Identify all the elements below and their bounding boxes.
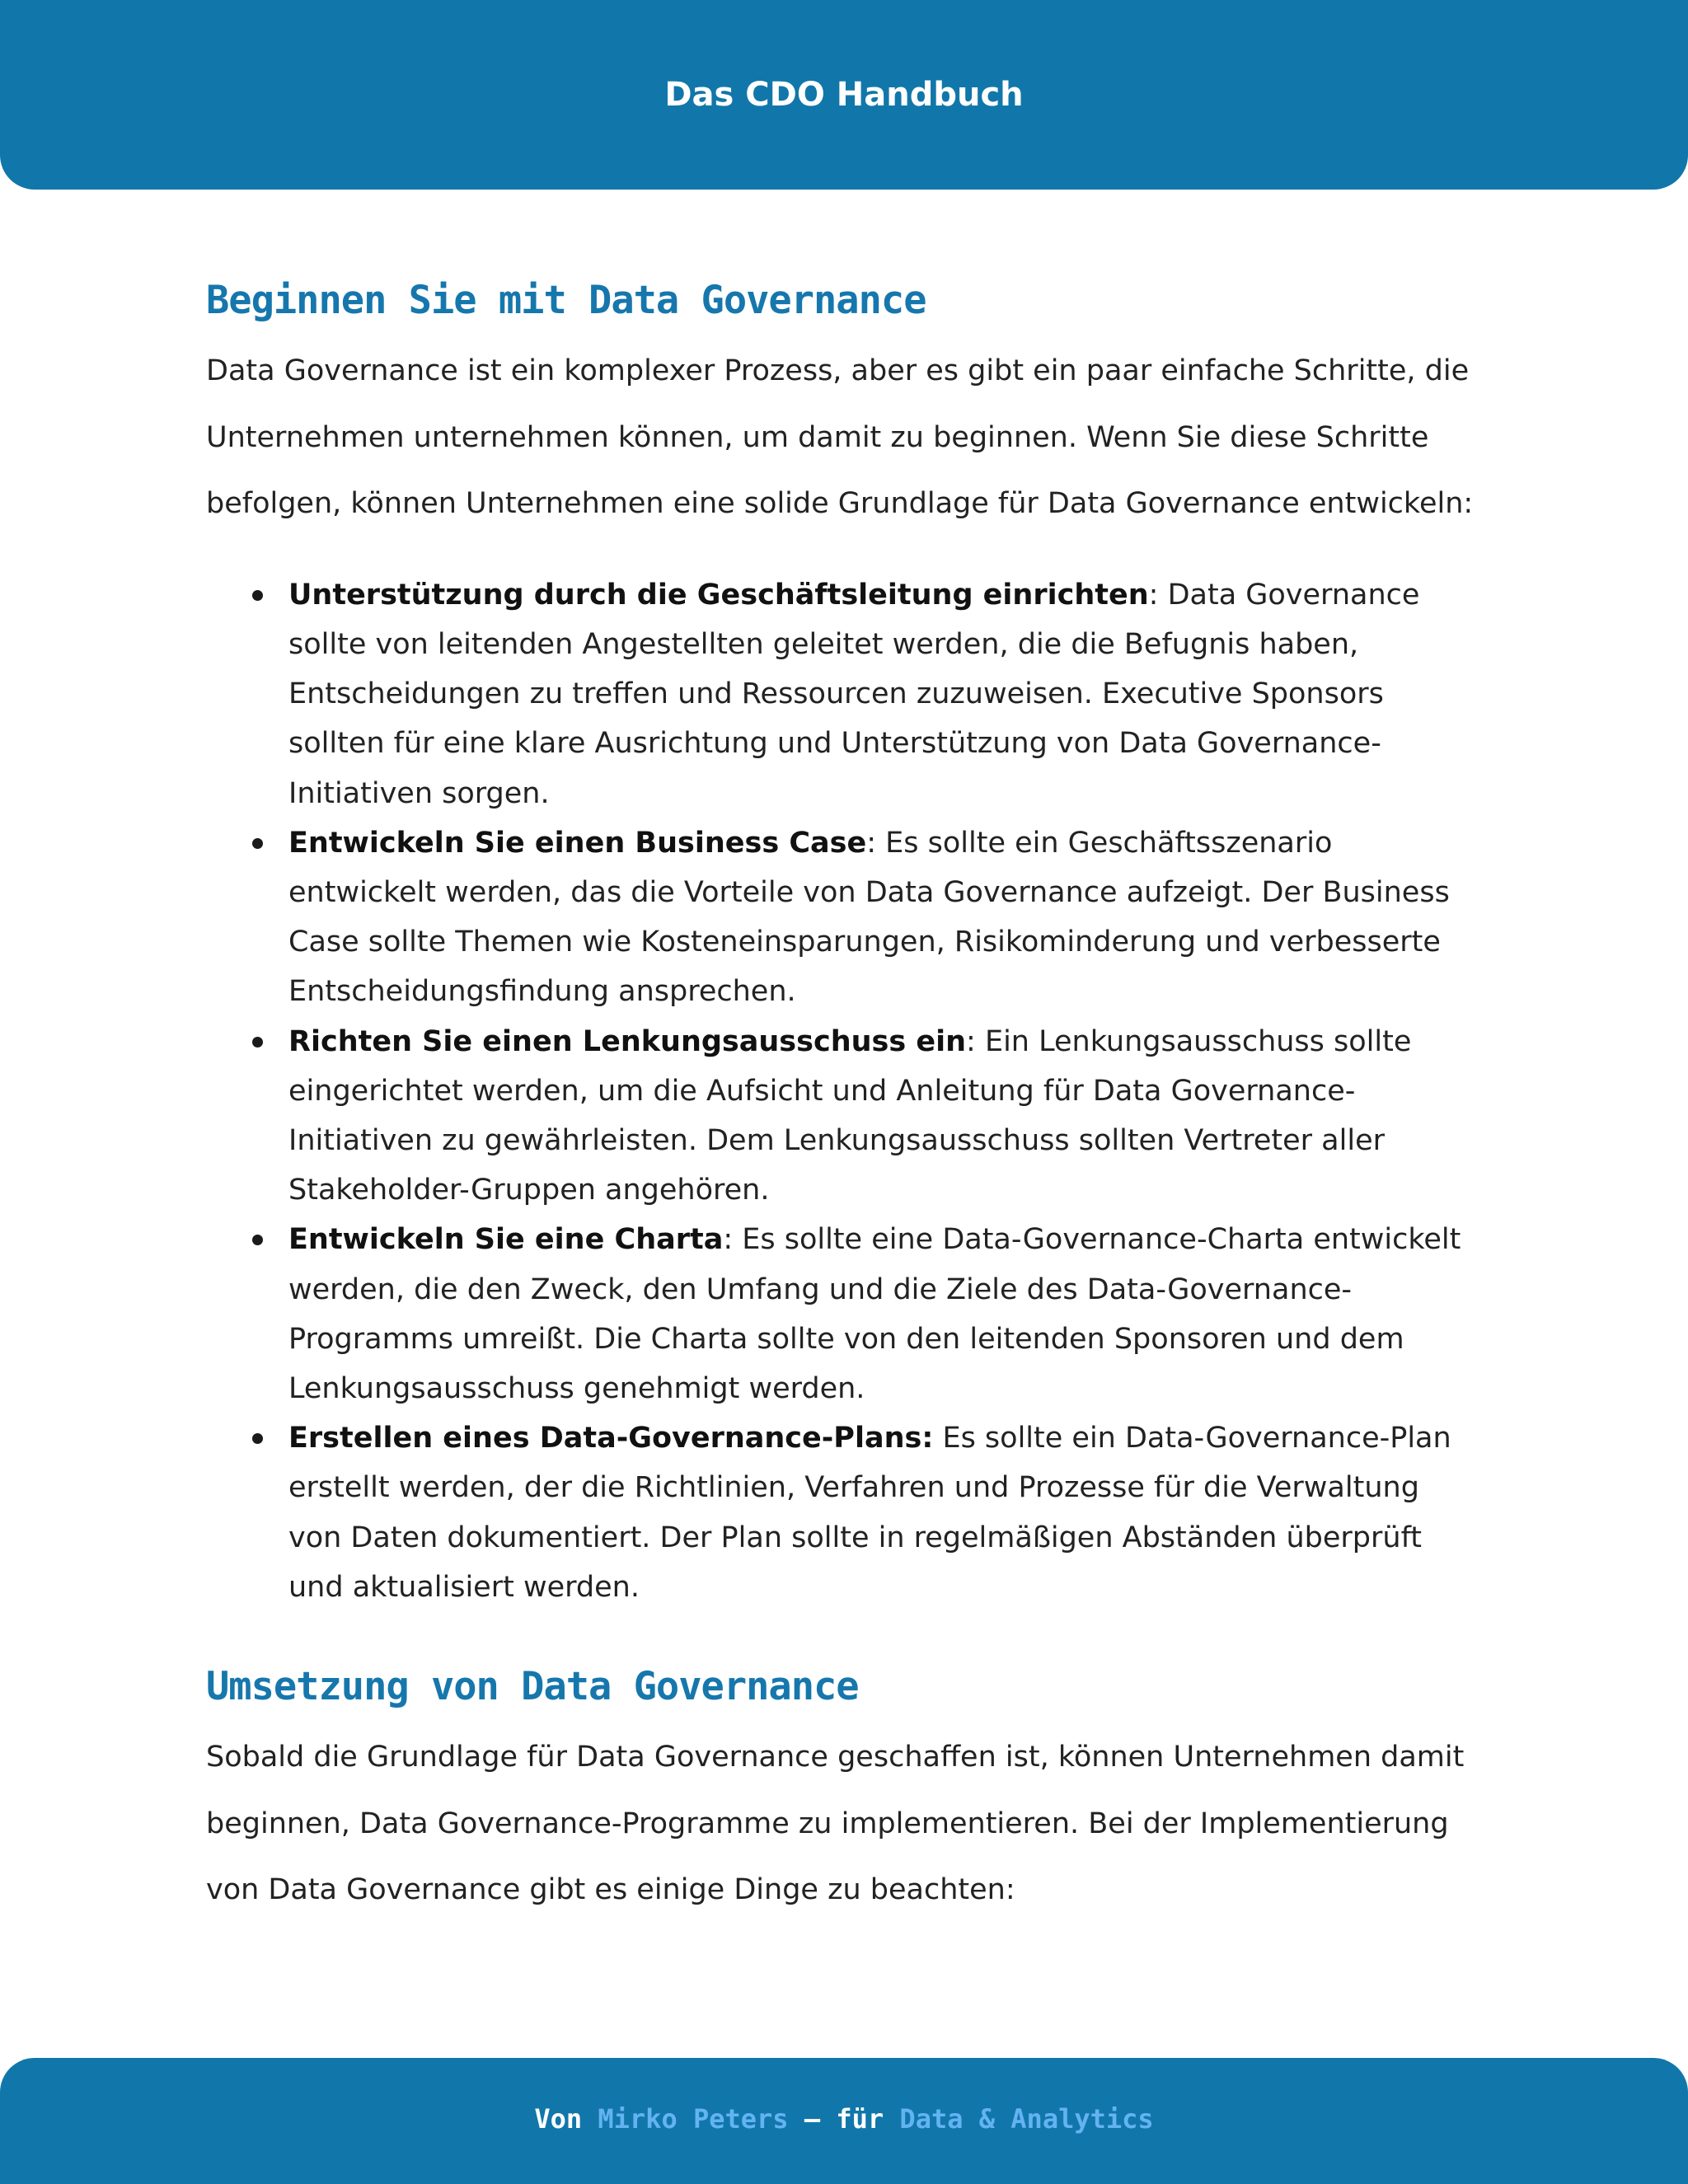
list-item-title: Unterstützung durch die Geschäftsleitung einrichten (288, 578, 1149, 612)
list-item-title: Entwickeln Sie eine Charta (288, 1223, 724, 1257)
bullet-icon (252, 838, 263, 849)
site-link[interactable]: Data & Analytics (899, 2103, 1154, 2135)
bullet-icon (252, 1433, 263, 1444)
list-item (288, 1413, 1475, 1612)
footer-credit (0, 2099, 1688, 2139)
list-item-title: Erstellen eines Data-Governance-Plans: (288, 1422, 934, 1455)
bullet-icon (252, 1235, 263, 1245)
list-item-text: : Data Governance sollte von leitenden Angestellten geleitet werden, die die Befugnis haben, Entscheidungen zu treffen und Ressourcen zuzuweisen. Executive Sponsors sollten für eine klare Ausrichtung und Unterstützung von Data Governance-Initiativen sorgen. (288, 578, 1420, 810)
page-header (0, 0, 1688, 190)
section-paragraph-implementation: Sobald die Grundlage für Data Governance geschaffen ist, können Unternehmen damit beginnen, Data Governance-Programme zu implementieren. Bei der Implementierung von Data Governance gibt es einige Dinge zu beachten: (206, 1741, 1465, 1907)
bullet-icon (252, 1037, 263, 1047)
section-paragraph-begin: Data Governance ist ein komplexer Prozess, aber es gibt ein paar einfache Schritte, die Unternehmen unternehmen können, um damit zu beginnen. Wenn Sie diese Schritte befolgen, können Unternehmen eine solide Grundlage für Data Governance entwickeln: (206, 354, 1474, 521)
list-item-text: : Es sollte ein Geschäftsszenario entwickelt werden, das die Vorteile von Data Governance aufzeigt. Der Business Case sollte Themen wie Kosteneinsparungen, Risikominderung und verbesserte Entscheidungsfindung ansprechen. (288, 826, 1450, 1009)
list-item-title: Entwickeln Sie einen Business Case (288, 826, 867, 860)
list-item (288, 570, 1475, 818)
section-heading-begin: Beginnen Sie mit Data Governance (206, 278, 926, 323)
main-content (206, 264, 1475, 1924)
section-heading-implementation: Umsetzung von Data Governance (206, 1664, 859, 1710)
list-item (288, 1017, 1475, 1216)
header-title: Das CDO Handbuch (664, 76, 1024, 114)
author-link[interactable]: Mirko Peters (598, 2103, 789, 2135)
list-item-text: Es sollte ein Data-Governance-Plan erstellt werden, der die Richtlinien, Verfahren und Prozesse für die Verwaltung von Daten dokumentiert. Der Plan sollte in regelmäßigen Abständen überprüft und aktualisiert werden. (288, 1422, 1451, 1604)
list-item-title: Richten Sie einen Lenkungsausschuss ein (288, 1024, 967, 1058)
list-item (288, 1215, 1475, 1413)
governance-steps-list (206, 570, 1475, 1612)
footer-middle: – für (788, 2103, 900, 2135)
bullet-icon (252, 590, 263, 601)
list-item (288, 818, 1475, 1017)
list-item-text: : Es sollte eine Data-Governance-Charta entwickelt werden, die den Zweck, den Umfang und die Ziele des Data-Governance-Programms umreißt. Die Charta sollte von den leitenden Sponsoren und dem Lenkungsausschuss genehmigt werden. (288, 1223, 1461, 1406)
footer-prefix: Von (534, 2103, 598, 2135)
list-item-text: : Ein Lenkungsausschuss sollte eingerichtet werden, um die Aufsicht und Anleitung für Data Governance-Initiativen zu gewährleisten. Dem Lenkungsausschuss sollten Vertreter aller Stakeholder-Gruppen angehören. (288, 1024, 1412, 1207)
page-footer (0, 2058, 1688, 2184)
